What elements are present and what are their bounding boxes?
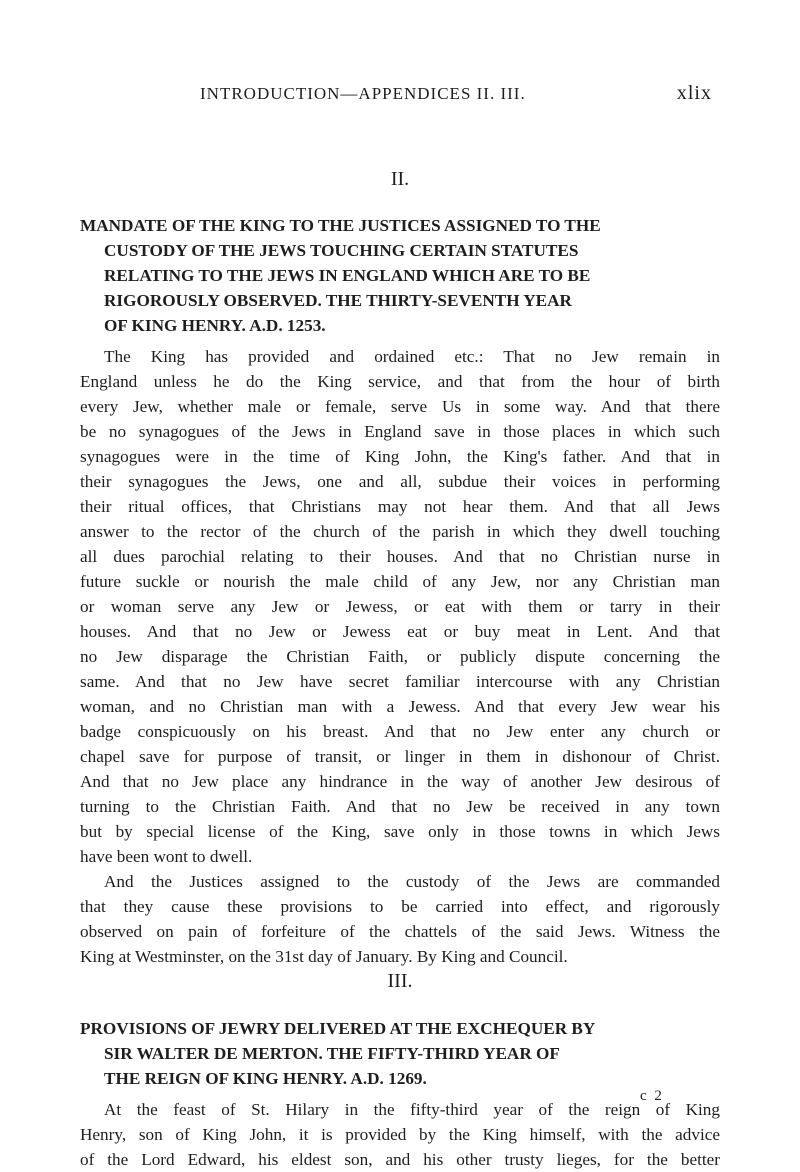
heading-line: RELATING TO THE JEWS IN ENGLAND WHICH ARE TO BE <box>104 266 591 285</box>
text-line: that they cause these provisions to be carried into effect, and rigorously <box>80 897 720 916</box>
text-line: woman, and no Christian man with a Jewess. And that every Jew wear his <box>80 697 720 716</box>
text-line: synagogues were in the time of King John, the King's father. And that in <box>80 447 720 466</box>
section-iii-paragraph-1 <box>80 1097 720 1172</box>
section-numeral-iii: III. <box>387 970 413 992</box>
printer-signature-mark: c 2 <box>640 1088 664 1104</box>
heading-line: MANDATE OF THE KING TO THE JUSTICES ASSIGNED TO THE <box>80 216 601 235</box>
text-line: observed on pain of forfeiture of the chattels of the said Jews. Witness the <box>80 922 720 941</box>
text-line: be no synagogues of the Jews in England save in those places in which such <box>80 422 720 441</box>
page-number: xlix <box>676 82 712 104</box>
text-line: of the Lord Edward, his eldest son, and his other trusty lieges, for the better <box>80 1150 720 1169</box>
text-line: King at Westminster, on the 31st day of January. By King and Council. <box>80 947 568 966</box>
text-line: or woman serve any Jew or Jewess, or eat with them or tarry in their <box>80 597 720 616</box>
section-ii-paragraph-1 <box>80 344 720 869</box>
heading-line: OF KING HENRY. A.D. 1253. <box>104 316 326 335</box>
text-line: The King has provided and ordained etc.: That no Jew remain in <box>104 347 720 366</box>
text-line: their ritual offices, that Christians may not hear them. And that all Jews <box>80 497 720 516</box>
text-line: but by special license of the King, save only in those towns in which Jews <box>80 822 720 841</box>
heading-line: PROVISIONS OF JEWRY DELIVERED AT THE EXCHEQUER BY <box>80 1019 596 1038</box>
text-line: And that no Jew place any hindrance in the way of another Jew desirous of <box>80 772 720 791</box>
text-line: every Jew, whether male or female, serve Us in some way. And that there <box>80 397 720 416</box>
text-line: At the feast of St. Hilary in the fifty-third year of the reign of King <box>104 1100 720 1119</box>
heading-line: SIR WALTER DE MERTON. THE FIFTY-THIRD YEAR OF <box>104 1044 560 1063</box>
text-line: their synagogues the Jews, one and all, subdue their voices in performing <box>80 472 720 491</box>
text-line: answer to the rector of the church of the parish in which they dwell touching <box>80 522 720 541</box>
text-line: Henry, son of King John, it is provided by the King himself, with the advice <box>80 1125 720 1144</box>
text-line: England unless he do the King service, and that from the hour of birth <box>80 372 720 391</box>
text-line: future suckle or nourish the male child of any Jew, nor any Christian man <box>80 572 720 591</box>
text-line: no Jew disparage the Christian Faith, or publicly dispute concerning the <box>80 647 720 666</box>
text-line: badge conspicuously on his breast. And that no Jew enter any church or <box>80 722 720 741</box>
text-line: same. And that no Jew have secret familiar intercourse with any Christian <box>80 672 720 691</box>
section-numeral-ii: II. <box>390 168 410 190</box>
running-head: INTRODUCTION—APPENDICES II. III. <box>200 84 526 103</box>
section-heading-iii <box>80 1016 718 1091</box>
text-line: turning to the Christian Faith. And that no Jew be received in any town <box>80 797 720 816</box>
text-line: houses. And that no Jew or Jewess eat or buy meat in Lent. And that <box>80 622 720 641</box>
heading-line: RIGOROUSLY OBSERVED. THE THIRTY-SEVENTH YEAR <box>104 291 572 310</box>
section-heading-ii <box>80 213 718 338</box>
section-ii-paragraph-2 <box>80 869 720 969</box>
heading-line: CUSTODY OF THE JEWS TOUCHING CERTAIN STATUTES <box>104 241 579 260</box>
heading-line: THE REIGN OF KING HENRY. A.D. 1269. <box>104 1069 427 1088</box>
text-line: And the Justices assigned to the custody of the Jews are commanded <box>104 872 720 891</box>
text-line: have been wont to dwell. <box>80 847 253 866</box>
text-line: all dues parochial relating to their houses. And that no Christian nurse in <box>80 547 720 566</box>
text-line: chapel save for purpose of transit, or linger in them in dishonour of Christ. <box>80 747 720 766</box>
